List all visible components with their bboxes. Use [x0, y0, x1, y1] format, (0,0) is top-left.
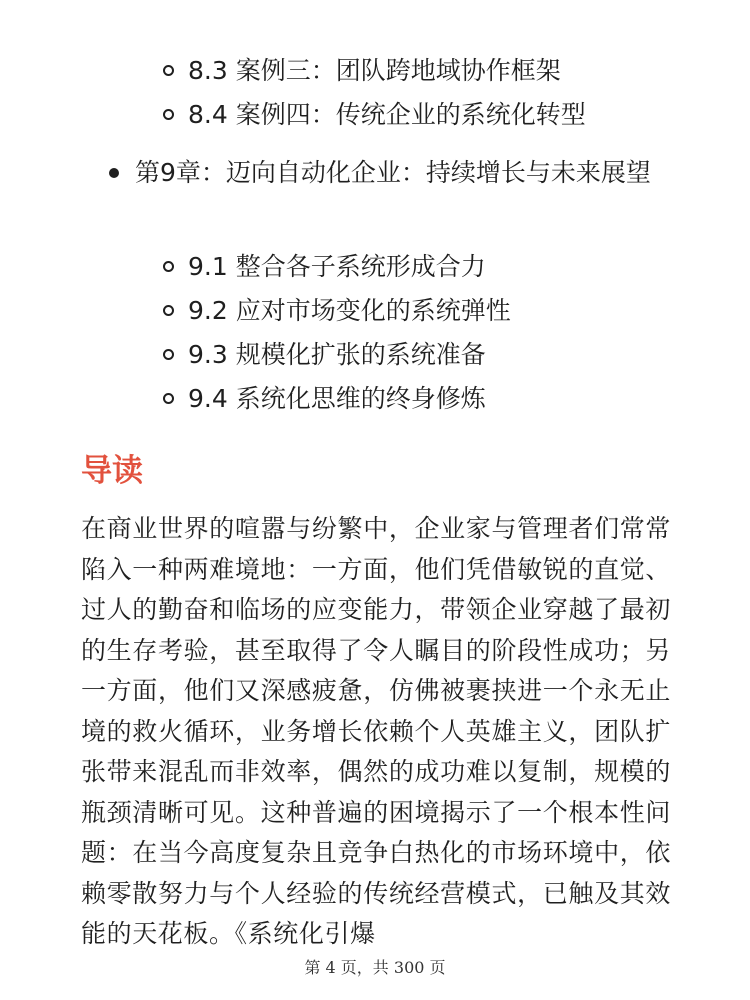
toc-subitem-label: 9.2 应对市场变化的系统弹性 [188, 296, 511, 325]
toc-subitem-label: 9.4 系统化思维的终身修炼 [188, 384, 486, 413]
body-paragraph: 在商业世界的喧嚣与纷繁中，企业家与管理者们常常陷入一种两难境地：一方面，他们凭借敏锐的直觉、过人的勤奋和临场的应变能力，带领企业穿越了最初的生存考验，甚至取得了令人瞩目的阶段性成功；另一方面，他们又深感疲惫，仿佛被裹挟进一个永无止境的救火循环，业务增长依赖个人英雄主义，团队扩张带来混乱而非效率，偶然的成功难以复制，规模的瓶颈清晰可见。这种普遍的困境揭示了一个根本性问题：在当今高度复杂且竞争白热化的市场环境中，依赖零散努力与个人经验的传统经营模式，已触及其效能的天花板。《系统化引爆 [81, 514, 671, 948]
filled-bullet-icon [109, 168, 119, 178]
hollow-bullet-icon [163, 349, 174, 360]
hollow-bullet-icon [163, 305, 174, 316]
page-number-footer: 第 4 页，共 300 页 [304, 958, 446, 977]
toc-subitem-label: 8.4 案例四：传统企业的系统化转型 [188, 100, 586, 129]
hollow-bullet-icon [163, 109, 174, 120]
section-heading: 导读 [81, 453, 143, 489]
hollow-bullet-icon [163, 261, 174, 272]
toc-subitem-label: 9.3 规模化扩张的系统准备 [188, 340, 486, 369]
toc-chapter-title: 第9章：迈向自动化企业：持续增长与未来展望 [135, 158, 651, 187]
toc-subitem-label: 9.1 整合各子系统形成合力 [188, 252, 486, 281]
hollow-bullet-icon [163, 65, 174, 76]
toc-subitem-label: 8.3 案例三：团队跨地域协作框架 [188, 56, 561, 85]
hollow-bullet-icon [163, 393, 174, 404]
